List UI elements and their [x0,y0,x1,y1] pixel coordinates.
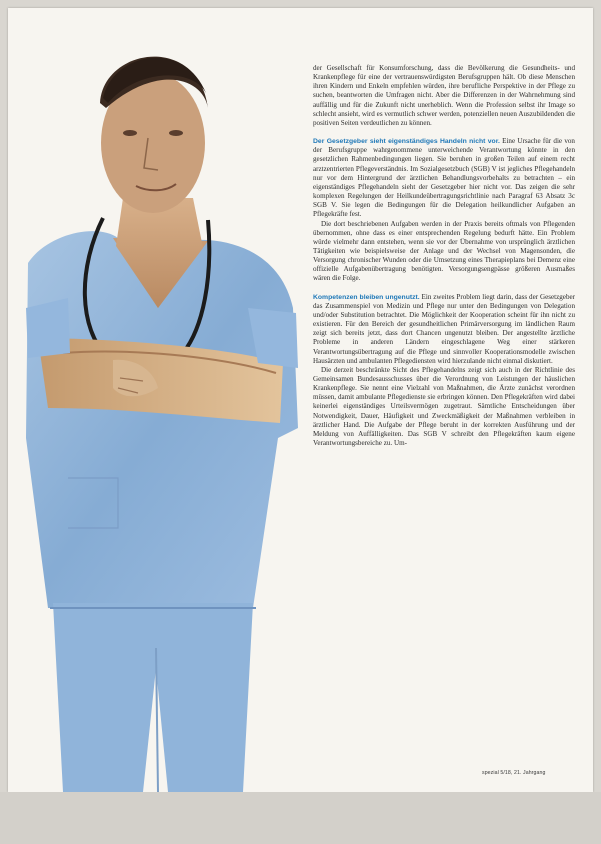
section2-subhead: Kompetenzen bleiben ungenutzt. [313,293,420,301]
nurse-illustration [8,8,308,792]
section1-p1-text: Eine Ursache für die von der Berufsgruppe wahrgenommene unterweichende Verantwortung könnte in den gesetzlichen Rahmenbedingungen liegen. Sie beruhen in großen Teilen auf einem recht arztzentrierten Pflegeverständnis. Im Sozialgesetzbuch (SGB) V ist jegliches Pflegehandeln nur vor dem Hintergrund der ärztlichen Behandlungsvorbehalts zu betrachten – ein eigenständiges Pflegehandeln sieht der Gesetzgeber hier nicht vor. Das zeigen die sehr komplexen Regelungen der Heilkundeübertragungsrichtlinie nach Paragraf 63 Absatz 3c SGB V. Sie legen die Bedingungen für die Delegation heilkundlicher Aufgaben an Pflegekräfte fest. [313,137,575,219]
section1-subhead: Der Gesetzgeber sieht eigenständiges Handeln nicht vor. [313,138,500,146]
article-column [313,64,575,448]
section2-paragraph1 [313,293,575,366]
section2-paragraph2: Die derzeit beschränkte Sicht des Pflegehandelns zeigt sich auch in der Richtlinie des Gemeinsamen Bundesausschusses über die Verordnung von Leistungen der häuslichen Krankenpflege. Sie nennt eine Vielzahl von Maßnahmen, die Ärzte zunächst verordnen müssen, damit ambulante Pflegedienste sie erbringen können. Den Pflegekräften wird dabei keinerlei eigenständiges Urteilsvermögen zugetraut. Sämtliche Entscheidungen über Notwendigkeit, Dauer, Häufigkeit und Zweckmäßigkeit der Maßnahmen verbleiben in ärztlicher Hand. Die Aufgabe der Pflege beruht in der korrekten Ausführung und der Meldung von Auffälligkeiten. Das SGB V schreibt den Pflegekräften kaum eigene Verantwortungsbereiche zu. Um- [313,365,575,448]
section1-paragraph1 [313,137,575,219]
page-folio: spezial 5/18, 21. Jahrgang [482,770,546,776]
section1-paragraph2: Die dort beschriebenen Aufgaben werden in der Praxis bereits oftmals von Pflegenden übernommen, ohne dass es einer entsprechenden Regelung bedurft hätte. Ein Problem würde vielmehr dann entstehen, wenn sie vor der Übernahme von ursprünglich ärztlichen Tätigkeiten wie beispielsweise der Anlage und der Wechsel von Magensonden, die Versorgung chronischer Wunden oder die Umsetzung eines Therapieplans bei Demenz eine offizielle Aufgabenübertragung benötigten. Versorgungsengpässe größeren Ausmaßes wären die Folge. [313,219,575,283]
intro-paragraph: der Gesellschaft für Konsumforschung, dass die Bevölkerung die Gesundheits- und Krankenpflege für eine der vertrauenswürdigsten Berufsgruppen hält. Ob diese Menschen ihren Kindern und Enkeln empfehlen würden, ihre berufliche Perspektive in der Pflege zu suchen, beantworten die Umfragen nicht. Aber die Differenzen in der Wahrnehmung sind auffällig und für die Zukunft nicht unerheblich. Wenn die Profession selbst ihr Image so schlecht ansieht, wird es vermutlich schwer werden, potenziellen neuen Auszubildenden die positiven Seiten verdeutlichen zu können. [313,64,575,127]
scan-border [0,792,601,844]
section2-p1-text: Ein zweites Problem liegt darin, dass der Gesetzgeber das Zusammenspiel von Medizin und Pflege nur unter den Bedingungen von Delegation und/oder Substitution betrachtet. Die Möglichkeit der Kooperation scheint für ihn nicht zu existieren. Für den Bereich der gesundheitlichen Primärversorgung im ländlichen Raum zeigt sich bereits jetzt, dass dort Chancen ungenutzt bleiben. Der angestellte ärztliche Probleme in anderen Ländern eingeschlagene Weg einer stärkeren Verantwortungsübertragung auf die Pflege und sinnvoller Kooperationsmodelle zwischen Hausärzten und ambulanten Pflegediensten wird hierzulande nicht einmal diskutiert. [313,292,576,365]
scrub-pants [53,603,253,792]
magazine-page [8,8,593,792]
